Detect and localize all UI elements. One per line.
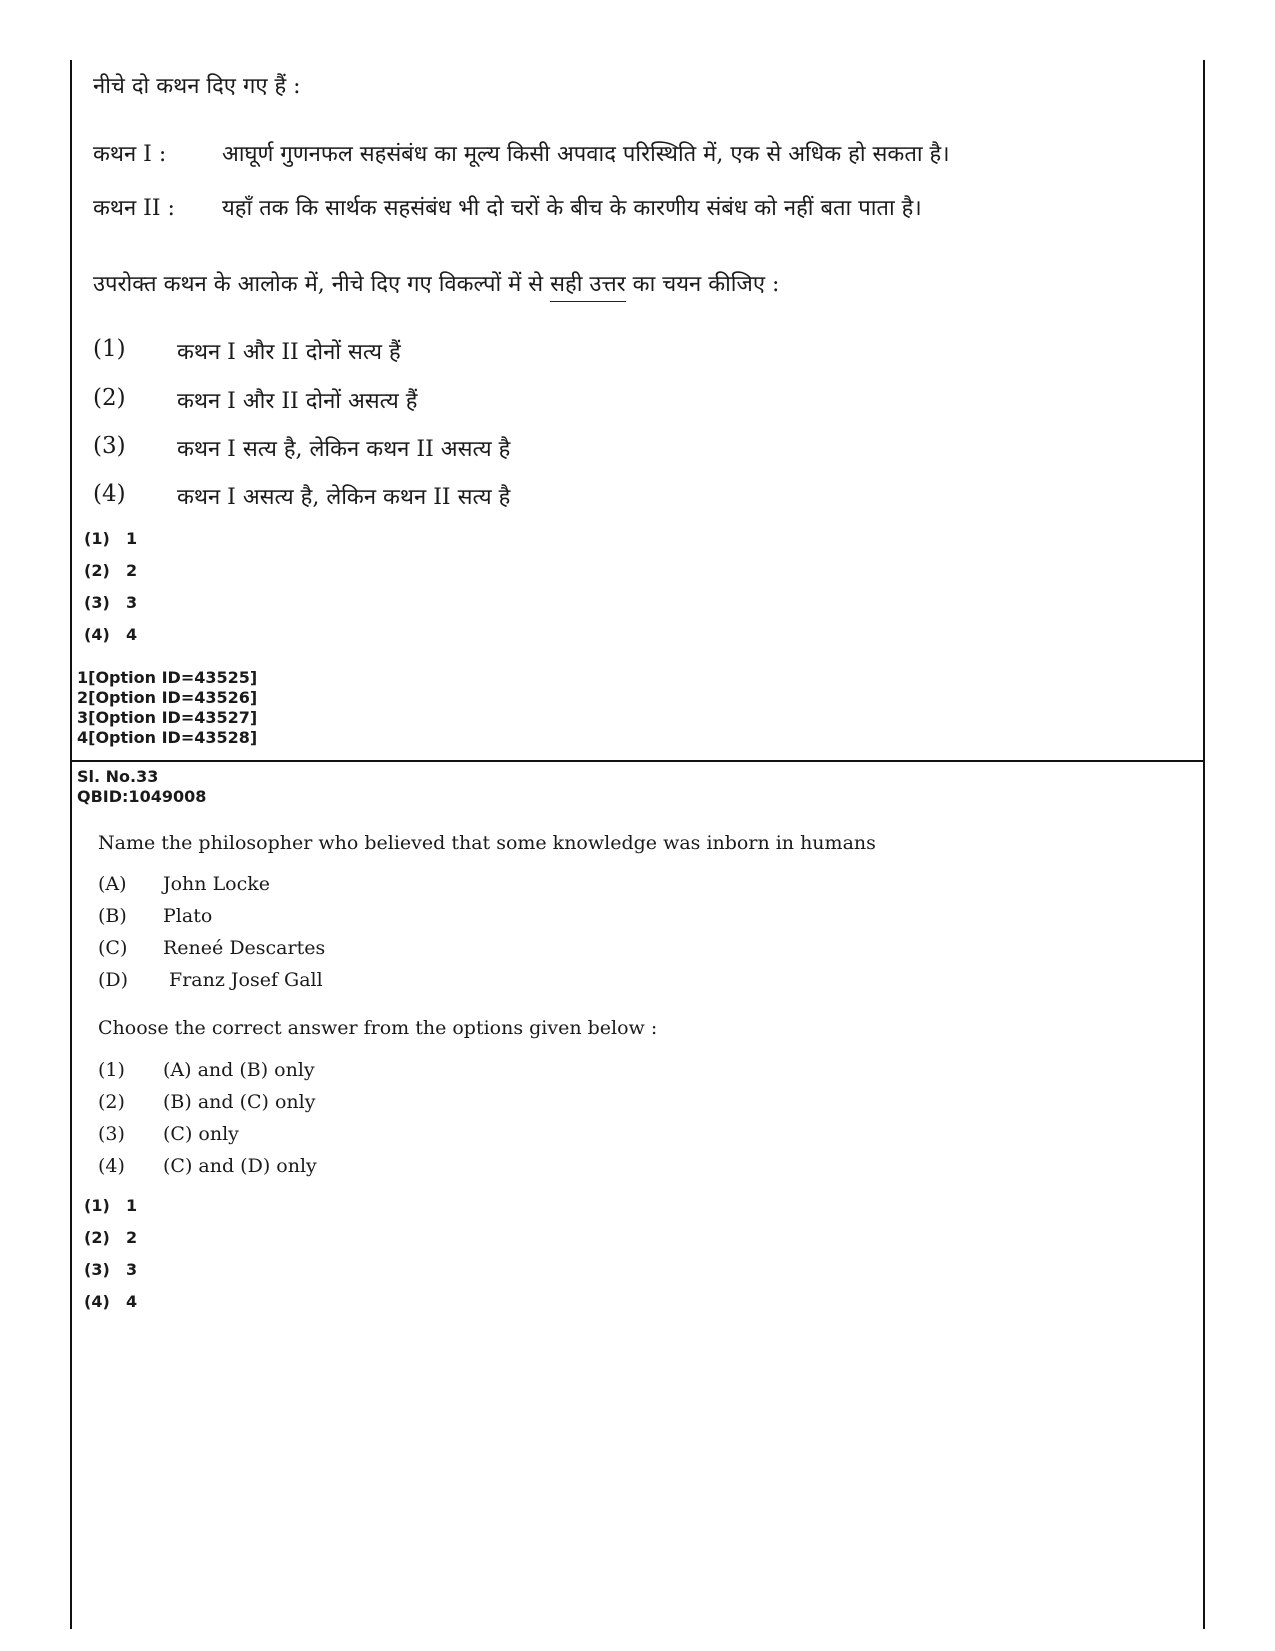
q33-item-a-text: John Locke bbox=[163, 873, 271, 895]
q32-instruction bbox=[93, 268, 779, 298]
q33-item-d-text: Franz Josef Gall bbox=[163, 969, 323, 991]
question-divider bbox=[70, 760, 1205, 762]
q33-option-2-text: (B) and (C) only bbox=[163, 1091, 316, 1113]
q32-option-id-list bbox=[77, 668, 257, 748]
q32-option-id: 1[Option ID=43525] bbox=[77, 668, 258, 687]
q33-item-b-label: (B) bbox=[98, 905, 127, 927]
q32-statement-2-label: कथन II : bbox=[93, 196, 175, 221]
right-border bbox=[1203, 60, 1205, 1629]
q32-option-3-num: (3) bbox=[93, 433, 126, 459]
q33-option-3-num: (3) bbox=[98, 1123, 125, 1145]
q32-option-2-num: (2) bbox=[93, 385, 126, 411]
q32-option-id: 3[Option ID=43527] bbox=[77, 708, 258, 727]
q33-answer-1: (1) 1 bbox=[84, 1196, 138, 1215]
q33-qbid: QBID:1049008 bbox=[77, 787, 207, 806]
q32-option-3-text: कथन I सत्य है, लेकिन कथन II असत्य है bbox=[177, 437, 511, 462]
q32-option-4-text: कथन I असत्य है, लेकिन कथन II सत्य है bbox=[177, 485, 511, 510]
q32-option-1-text: कथन I और II दोनों सत्य हैं bbox=[177, 340, 401, 365]
q32-answer-2: (2) 2 bbox=[84, 561, 138, 580]
q32-option-id: 4[Option ID=43528] bbox=[77, 728, 258, 747]
q33-option-4-num: (4) bbox=[98, 1155, 125, 1177]
q33-item-a-label: (A) bbox=[98, 873, 127, 895]
q32-statement-1-text: आघूर्ण गुणनफल सहसंबंध का मूल्य किसी अपवाद परिस्थिति में, एक से अधिक हो सकता है। bbox=[222, 142, 950, 167]
q33-answer-3: (3) 3 bbox=[84, 1260, 138, 1279]
q32-instruction-pre: उपरोक्त कथन के आलोक में, नीचे दिए गए विकल्पों में से bbox=[93, 272, 551, 297]
q33-item-c-text: Reneé Descartes bbox=[163, 937, 326, 959]
q32-intro: नीचे दो कथन दिए गए हैं : bbox=[93, 74, 301, 99]
q32-option-4-num: (4) bbox=[93, 481, 126, 507]
q33-meta bbox=[77, 767, 206, 807]
left-border bbox=[70, 60, 72, 1629]
q33-option-3-text: (C) only bbox=[163, 1123, 239, 1145]
q33-item-b-text: Plato bbox=[163, 905, 213, 927]
q33-item-d-label: (D) bbox=[98, 969, 129, 991]
q33-item-c-label: (C) bbox=[98, 937, 128, 959]
q32-answer-1: (1) 1 bbox=[84, 529, 138, 548]
q32-instruction-underlined: सही उत्तर bbox=[550, 272, 626, 302]
q32-answer-4: (4) 4 bbox=[84, 625, 138, 644]
q32-option-1-num: (1) bbox=[93, 336, 126, 362]
q33-option-1-text: (A) and (B) only bbox=[163, 1059, 315, 1081]
q33-option-1-num: (1) bbox=[98, 1059, 125, 1081]
q33-question: Name the philosopher who believed that some knowledge was inborn in humans bbox=[98, 832, 876, 854]
q32-statement-1-label: कथन I : bbox=[93, 142, 167, 167]
q33-choose-instruction: Choose the correct answer from the options given below : bbox=[98, 1017, 658, 1039]
q32-option-2-text: कथन I और II दोनों असत्य हैं bbox=[177, 389, 418, 414]
q33-option-4-text: (C) and (D) only bbox=[163, 1155, 317, 1177]
q32-statement-2-text: यहाँ तक कि सार्थक सहसंबंध भी दो चरों के बीच के कारणीय संबंध को नहीं बता पाता है। bbox=[222, 196, 922, 221]
q33-option-2-num: (2) bbox=[98, 1091, 125, 1113]
q32-instruction-post: का चयन कीजिए : bbox=[625, 272, 780, 297]
q33-sl-no: Sl. No.33 bbox=[77, 767, 159, 786]
q33-answer-4: (4) 4 bbox=[84, 1292, 138, 1311]
q33-answer-2: (2) 2 bbox=[84, 1228, 138, 1247]
q32-option-id: 2[Option ID=43526] bbox=[77, 688, 258, 707]
q32-answer-3: (3) 3 bbox=[84, 593, 138, 612]
